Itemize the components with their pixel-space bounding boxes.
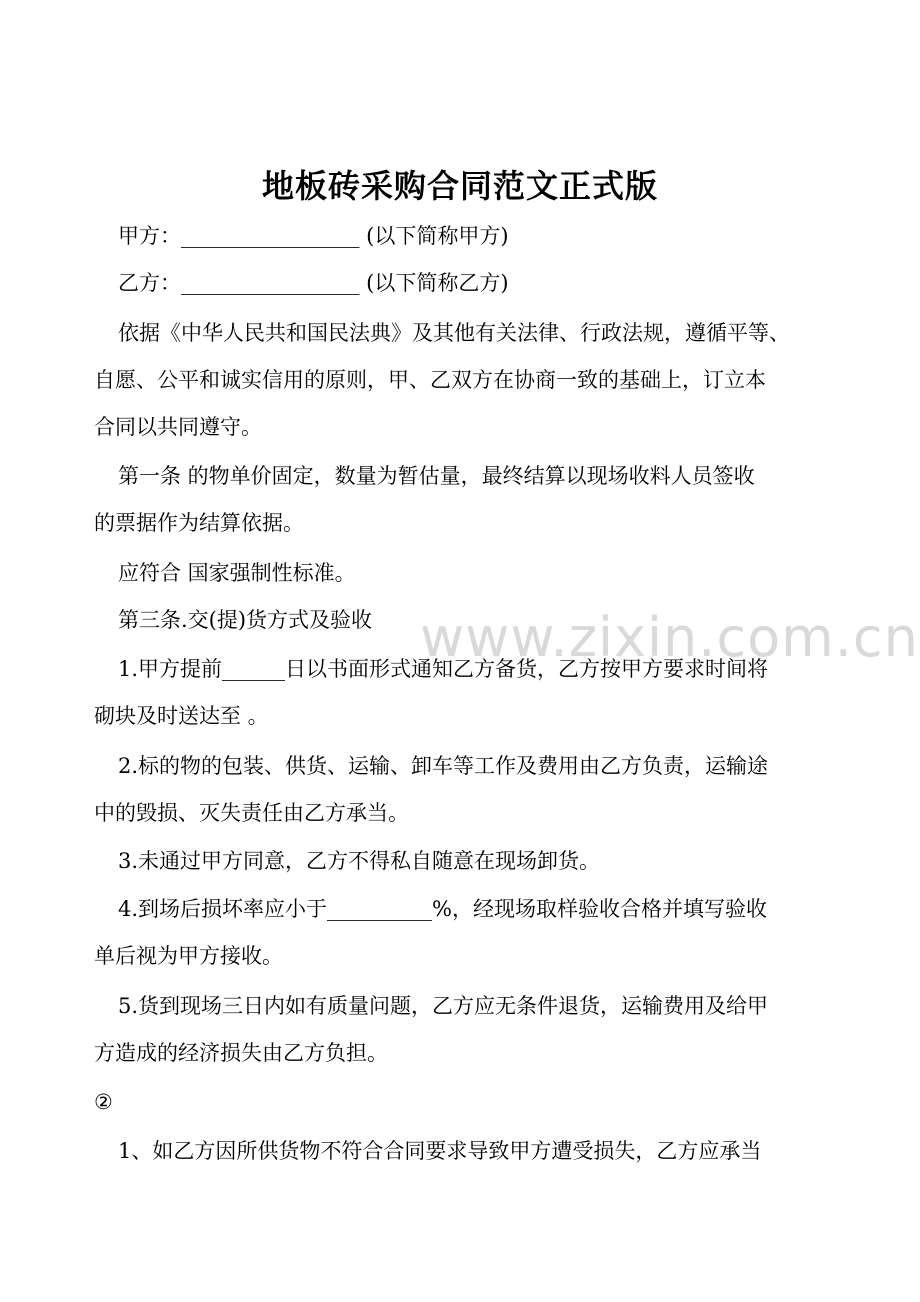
paragraph-line: 的票据作为结算依据。 <box>94 511 304 535</box>
circled-number-marker: ② <box>94 1090 113 1114</box>
clause-line: 3.未通过甲方同意，乙方不得私自随意在现场卸货。 <box>118 849 601 873</box>
section-heading: 第三条.交(提)货方式及验收 <box>118 608 373 632</box>
paragraph-line: 第一条 的物单价固定，数量为暂估量，最终结算以现场收料人员签收 <box>118 464 755 488</box>
clause-line: 中的毁损、灭失责任由乙方承当。 <box>94 801 409 825</box>
clause-line: 1.甲方提前______日以书面形式通知乙方备货，乙方按甲方要求时间将 <box>118 657 769 681</box>
clause-line: 5.货到现场三日内如有质量问题，乙方应无条件退货，运输费用及给甲 <box>118 994 769 1018</box>
paragraph-line: 依据《中华人民共和国民法典》及其他有关法律、行政法规，遵循平等、 <box>118 321 790 345</box>
paragraph-line: 应符合 国家强制性标准。 <box>118 561 356 585</box>
paragraph-line: 合同以共同遵守。 <box>94 415 262 439</box>
clause-line: 方造成的经济损失由乙方负担。 <box>94 1041 388 1065</box>
clause-line: 单后视为甲方接收。 <box>94 944 283 968</box>
party-a-line: 甲方：_________________ (以下简称甲方) <box>118 224 509 248</box>
clause-line: 1、如乙方因所供货物不符合合同要求导致甲方遭受损失，乙方应承当 <box>118 1139 762 1163</box>
document-title: 地板砖采购合同范文正式版 <box>261 167 658 205</box>
paragraph-line: 自愿、公平和诚实信用的原则，甲、乙双方在协商一致的基础上，订立本 <box>94 368 766 392</box>
clause-line: 2.标的物的包装、供货、运输、卸车等工作及费用由乙方负责，运输途 <box>118 754 769 778</box>
party-b-line: 乙方：_________________ (以下简称乙方) <box>118 271 509 295</box>
watermark: www.zixin.com.cn <box>420 606 919 669</box>
clause-line: 4.到场后损坏率应小于__________%，经现场取样验收合格并填写验收 <box>118 897 767 921</box>
clause-line: 砌块及时送达至 。 <box>94 704 269 728</box>
